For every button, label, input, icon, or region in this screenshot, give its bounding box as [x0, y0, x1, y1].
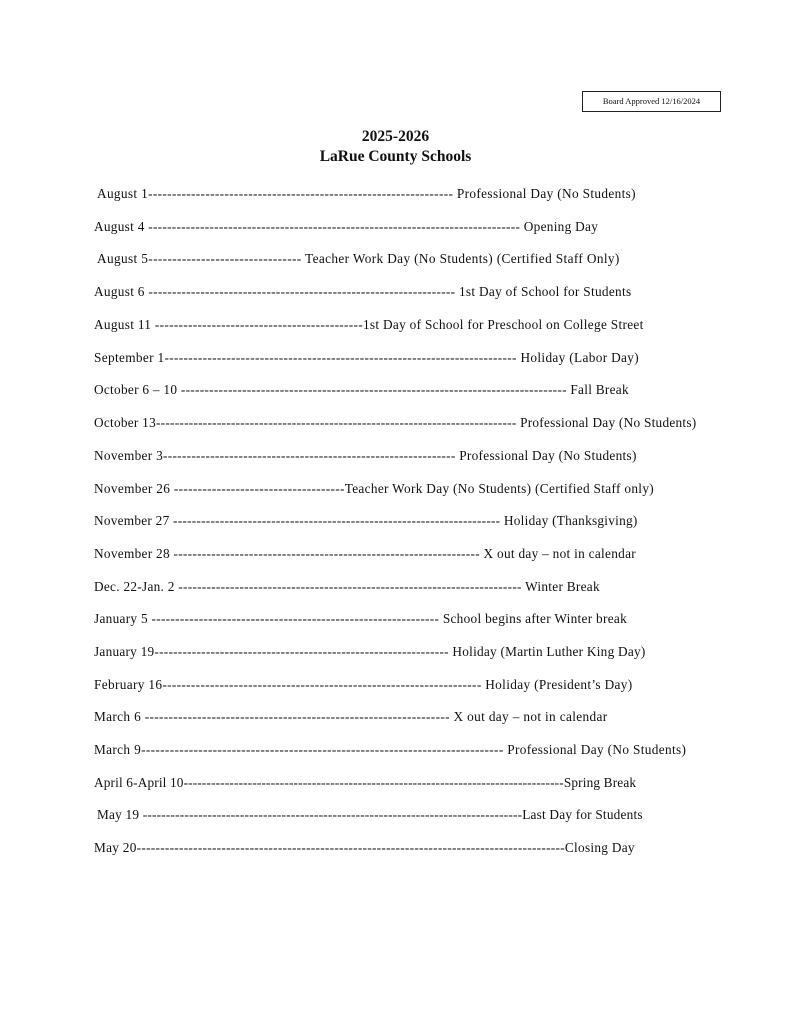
- school-year-title: 2025-2026: [361, 128, 430, 145]
- board-approved-stamp: Board Approved 12/16/2024: [582, 91, 721, 112]
- calendar-event-row: August 6 ----------------------------------------------------------------- 1st Day of School for Students: [94, 284, 632, 299]
- district-title: LaRue County Schools: [319, 148, 472, 165]
- calendar-event-row: November 27 ---------------------------------------------------------------------- Holiday (Thanksgiving): [94, 513, 638, 528]
- calendar-event-row: October 6 – 10 ---------------------------------------------------------------------------------- Fall Break: [94, 382, 629, 397]
- calendar-event-row: November 26 ------------------------------------Teacher Work Day (No Students) (Certified Staff only): [94, 481, 655, 496]
- calendar-event-row: May 20-------------------------------------------------------------------------------------------Closing Day: [94, 840, 635, 855]
- calendar-event-row: March 6 ---------------------------------------------------------------- X out day – not in calendar: [94, 709, 608, 724]
- calendar-event-row: September 1-------------------------------------------------------------------------- Holiday (Labor Day): [94, 350, 640, 365]
- calendar-event-row: August 4 ------------------------------------------------------------------------------- Opening Day: [94, 219, 599, 234]
- calendar-event-row: January 5 ------------------------------------------------------------- School begins after Winter break: [94, 611, 628, 626]
- calendar-event-row: August 11 --------------------------------------------1st Day of School for Preschool on College Street: [94, 317, 644, 332]
- calendar-event-row: April 6-April 10-----------------------------------------------------------------------------------Spring Break: [94, 775, 637, 790]
- calendar-event-row: October 13----------------------------------------------------------------------------- Professional Day (No Students): [94, 415, 697, 430]
- calendar-event-row: August 1---------------------------------------------------------------- Professional Day (No Students): [97, 186, 636, 201]
- calendar-event-row: November 28 ----------------------------------------------------------------- X out day – not in calendar: [94, 546, 636, 561]
- calendar-event-row: March 9---------------------------------------------------------------------------- Professional Day (No Students): [94, 742, 687, 757]
- calendar-event-row: May 19 ----------------------------------------------------------------------------------Last Day for Students: [97, 807, 643, 822]
- calendar-event-row: Dec. 22-Jan. 2 ------------------------------------------------------------------------- Winter Break: [94, 579, 600, 594]
- calendar-event-row: February 16------------------------------------------------------------------- Holiday (President’s Day): [94, 677, 633, 692]
- calendar-event-row: August 5-------------------------------- Teacher Work Day (No Students) (Certified Staff Only): [97, 251, 620, 266]
- calendar-event-row: November 3-------------------------------------------------------------- Professional Day (No Students): [94, 448, 637, 463]
- calendar-event-row: January 19--------------------------------------------------------------- Holiday (Martin Luther King Day): [94, 644, 646, 659]
